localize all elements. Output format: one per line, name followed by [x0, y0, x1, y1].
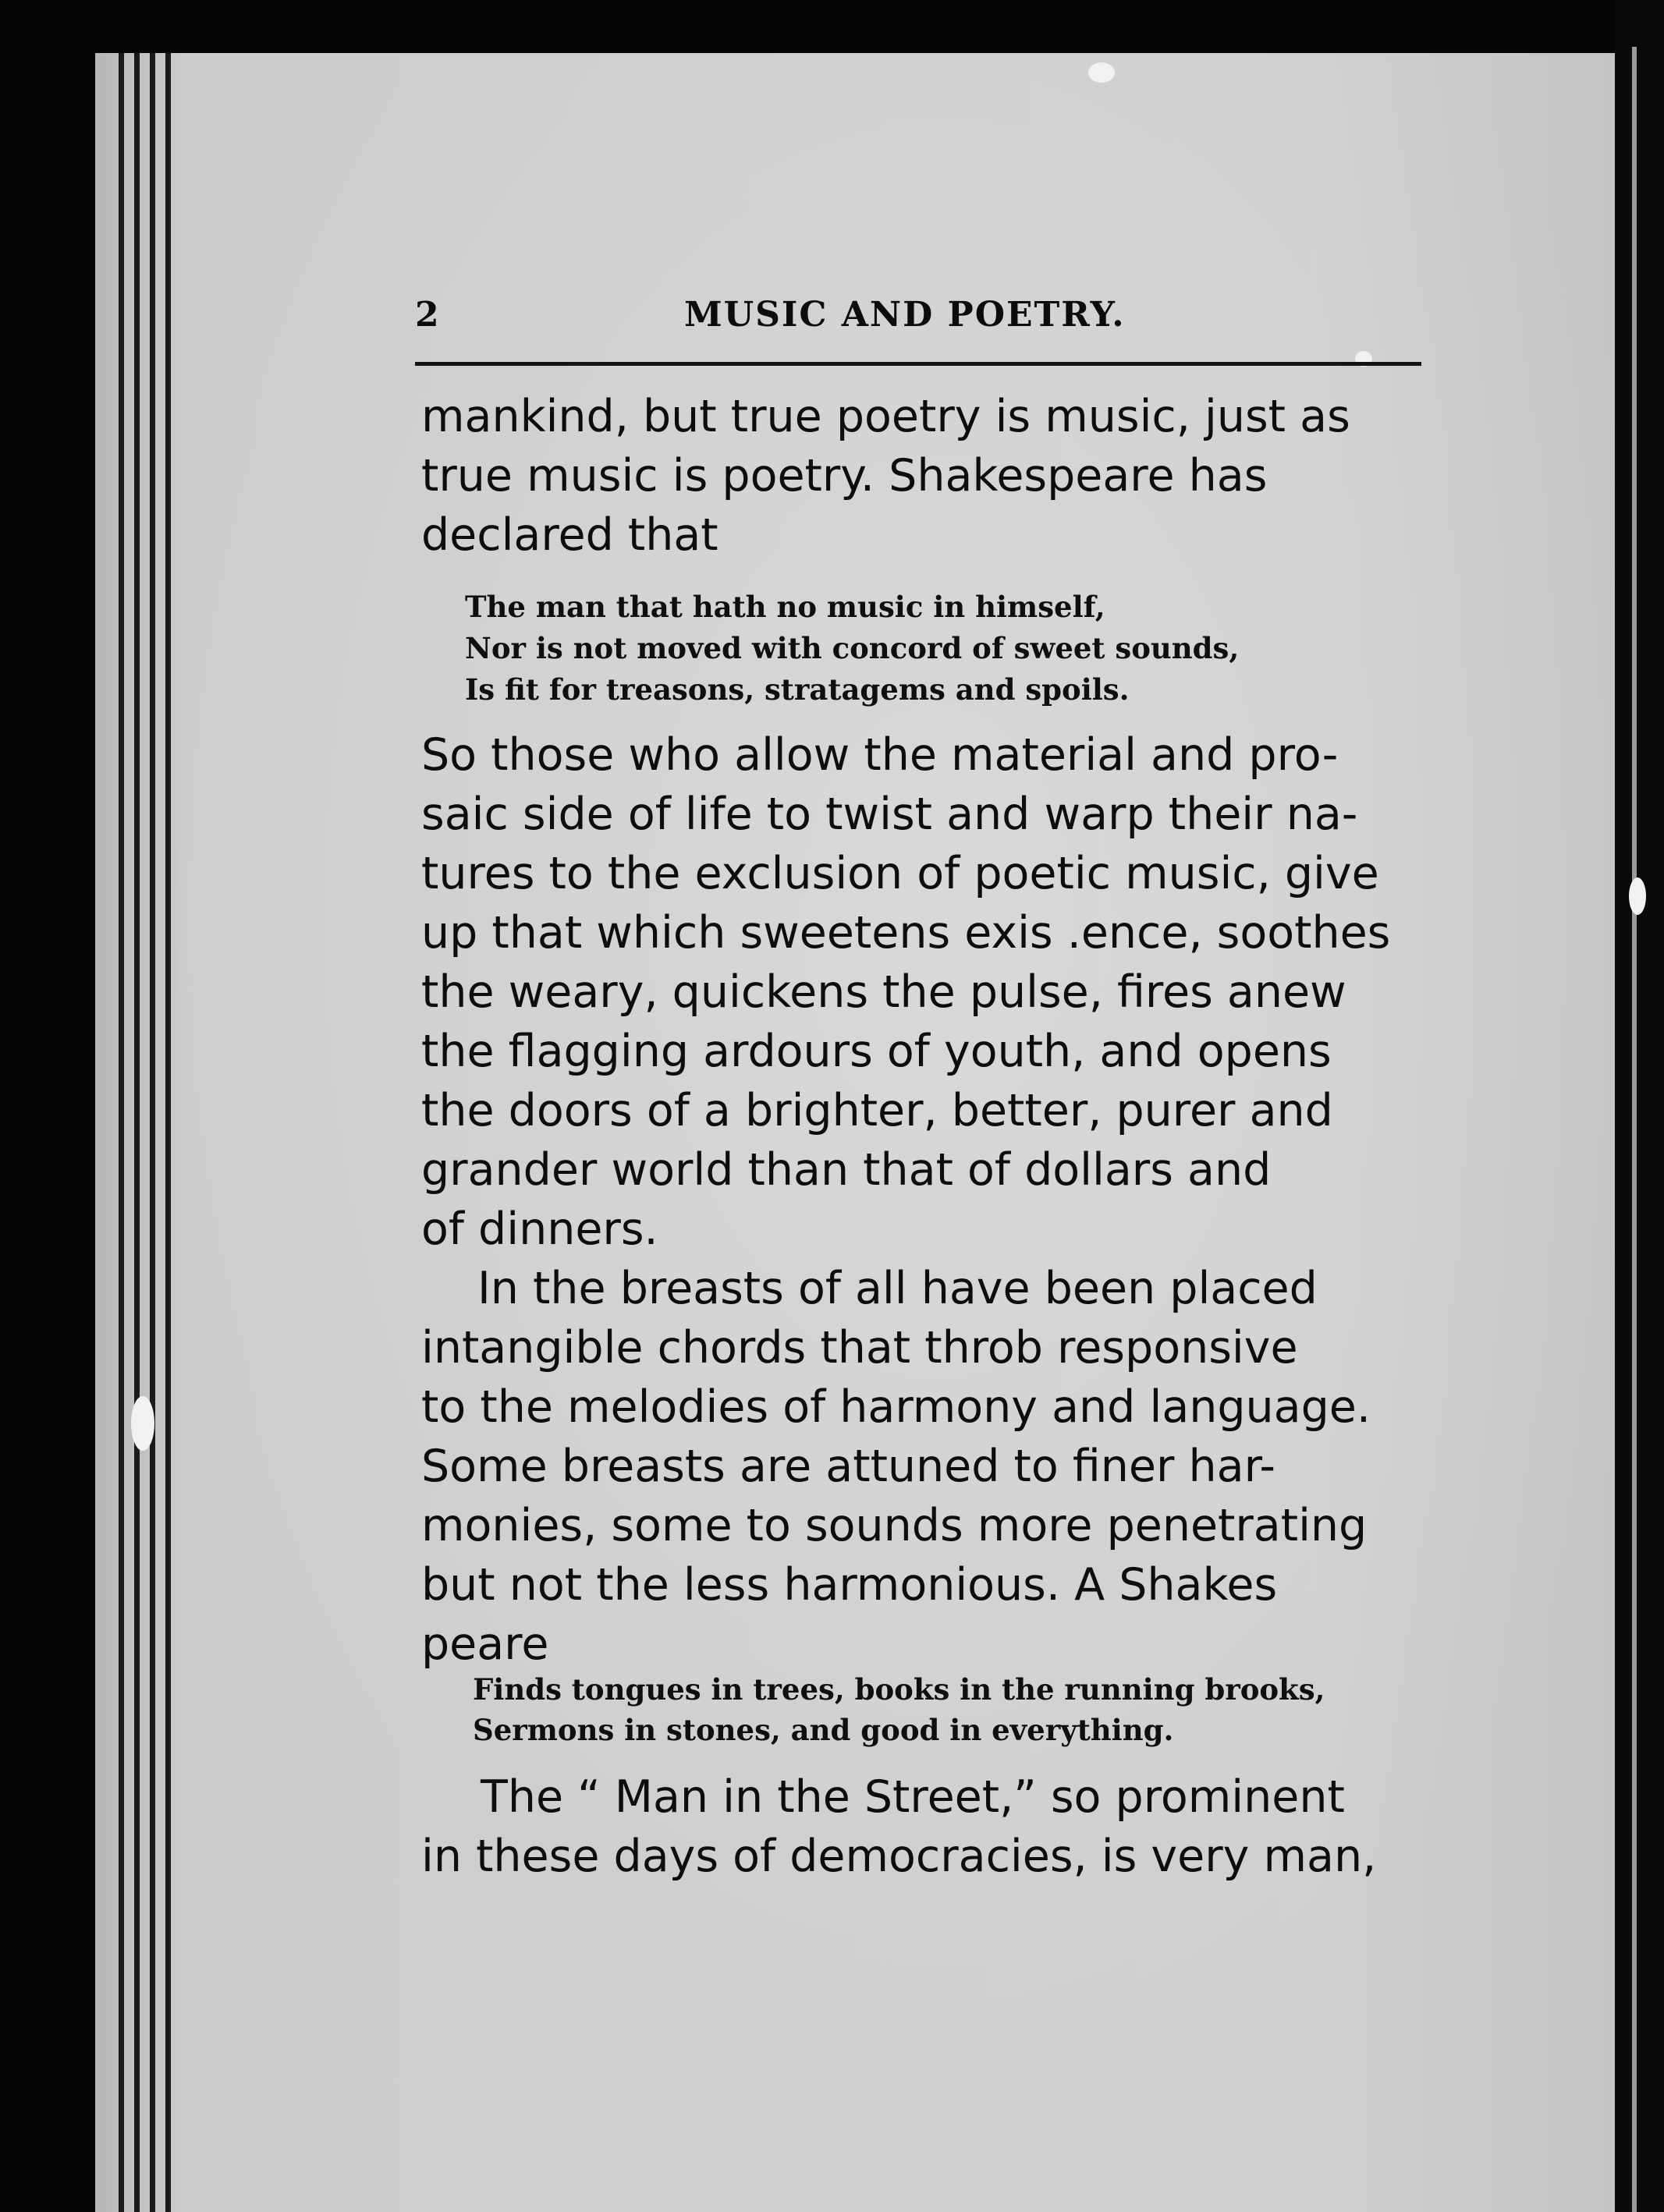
- page-edge-line: [134, 53, 140, 2212]
- text-line: up that which sweetens exis .ence, soothes: [421, 907, 1391, 959]
- page-number: 2: [415, 295, 439, 335]
- quote-line: Is fit for treasons, stratagems and spoils.: [465, 672, 1130, 707]
- text-line: monies, some to sounds more penetrating: [421, 1500, 1368, 1551]
- running-title: MUSIC AND POETRY.: [684, 295, 1126, 335]
- text-line: of dinners.: [421, 1203, 658, 1255]
- quote-line: The man that hath no music in himself,: [465, 590, 1105, 624]
- page-edge-line: [150, 53, 155, 2212]
- text-line: grander world than that of dollars and: [421, 1144, 1272, 1196]
- text-line: So those who allow the material and pro-: [421, 729, 1339, 781]
- text-line: saic side of life to twist and warp their na-: [421, 789, 1358, 840]
- scan-border-edge: [1632, 47, 1637, 2212]
- text-line: tures to the exclusion of poetic music, give: [421, 848, 1379, 899]
- text-line: In the breasts of all have been placed: [477, 1263, 1318, 1314]
- running-head: [415, 295, 1421, 349]
- text-line: Some breasts are attuned to finer har-: [421, 1441, 1275, 1492]
- page-edge-line: [119, 53, 124, 2212]
- header-rule: [415, 362, 1421, 366]
- text-line: peare: [421, 1618, 549, 1670]
- scan-speck: [1629, 877, 1646, 915]
- text-line: to the melodies of harmony and language.: [421, 1381, 1371, 1433]
- scan-speck: [1088, 62, 1115, 83]
- text-line: but not the less harmonious. A Shakes: [421, 1559, 1278, 1611]
- scan-speck: [131, 1396, 154, 1451]
- text-line: declared that: [421, 509, 718, 561]
- scan-border-right: [1615, 0, 1664, 2212]
- text-line: mankind, but true poetry is music, just as: [421, 391, 1350, 442]
- text-line: the doors of a brighter, better, purer and: [421, 1085, 1333, 1136]
- text-line: the weary, quickens the pulse, fires anew: [421, 966, 1346, 1018]
- page-edge-line: [165, 53, 171, 2212]
- text-line: the flagging ardours of youth, and opens: [421, 1026, 1332, 1077]
- text-line: true music is poetry. Shakespeare has: [421, 450, 1268, 502]
- quote-line: Nor is not moved with concord of sweet sounds,: [465, 631, 1240, 665]
- quote-line: Finds tongues in trees, books in the running brooks,: [473, 1672, 1325, 1707]
- text-line: intangible chords that throb responsive: [421, 1322, 1298, 1374]
- text-line: The “ Man in the Street,” so prominent: [481, 1771, 1345, 1823]
- quote-line: Sermons in stones, and good in everything.: [473, 1713, 1174, 1747]
- text-line: in these days of democracies, is very man,: [421, 1831, 1377, 1882]
